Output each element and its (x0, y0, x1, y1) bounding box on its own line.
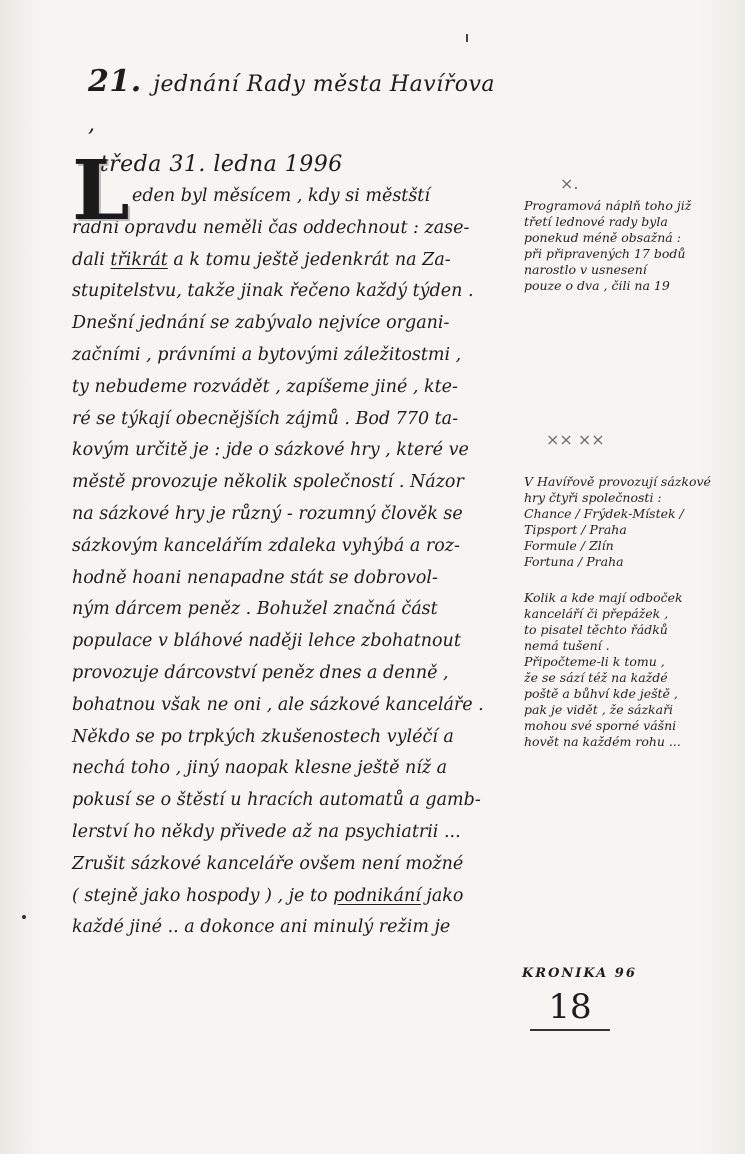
body-line: sázkovým kancelářím zdaleka vyhýbá a roz- (72, 535, 460, 556)
drop-cap: L (72, 143, 130, 239)
body-line: eden byl měsícem , kdy si městští (132, 186, 430, 206)
body-line: na sázkové hry je různý - rozumný člověk se (72, 504, 463, 524)
body-line: dali třikrát a k tomu ještě jedenkrát na Za- (72, 249, 451, 270)
side-note-line: hovět na každém rohu ... (524, 734, 681, 749)
side-note-line: že se sází též na každé (524, 670, 668, 685)
page-number: 18 (530, 987, 610, 1031)
chronicle-page-label (522, 966, 642, 1031)
body-line: kovým určitě je : jde o sázkové hry , které ve (72, 440, 469, 461)
body-line: městě provozuje několik společností . Názor (72, 472, 464, 493)
page-dot-mark (22, 915, 26, 919)
side-note-line: poště a bůhví kde ještě , (524, 686, 678, 701)
body-line: populace v bláhové naději lehce zbohatnout (72, 631, 461, 652)
body-line: ( stejně jako hospody ) , je to podnikání jako (72, 885, 464, 906)
meeting-number: 21. (88, 64, 142, 99)
side-note-line: Tipsport / Praha (524, 522, 627, 537)
body-line: ným dárcem peněz . Bohužel značná část (72, 599, 438, 620)
side-note-line: pak je vidět , že sázkaři (524, 702, 674, 717)
meeting-title: jednání Rady města Havířova , (88, 72, 495, 137)
body-line: radní opravdu neměli čas oddechnout : zase- (72, 217, 470, 238)
body-line: začními , právními a bytovými záležitostmi , (72, 345, 462, 365)
body-line: pokusí se o štěstí u hracích automatů a gamb- (72, 790, 481, 811)
side-note-line: kanceláří či přepážek , (524, 606, 669, 621)
body-line: hodně hoani nenapadne stát se dobrovol- (72, 567, 438, 588)
side-note-line: Kolik a kde mají odboček (524, 590, 683, 605)
side-note-line: hry čtyři společnosti : (524, 490, 662, 505)
side-note-line: Formule / Zlín (524, 538, 614, 553)
body-line: lerství ho někdy přivede až na psychiatrii ... (72, 822, 461, 842)
side-note-line: při připravených 17 bodů (524, 246, 686, 261)
note-marker: ×× ×× (546, 430, 605, 449)
underlined-word: třikrát (110, 249, 168, 270)
page-mark (466, 34, 468, 42)
body-line: nechá toho , jiný naopak klesne ještě níž a (72, 758, 448, 779)
side-note-line: Fortuna / Praha (524, 554, 624, 569)
meeting-date: středa 31. ledna 1996 (88, 152, 343, 177)
body-line: Zrušit sázkové kanceláře ovšem není možné (72, 853, 464, 874)
side-note-line: Programová náplň toho již (524, 198, 692, 213)
body-line: provozuje dárcovství peněz dnes a denně , (72, 663, 449, 683)
side-note-line: nemá tušení . (524, 638, 610, 653)
side-note-line: ponekud méně obsažná : (524, 230, 681, 245)
page-heading (88, 62, 508, 185)
side-note-agenda (524, 198, 724, 294)
side-note-branches (524, 590, 724, 750)
body-line: bohatnou však ne oni , ale sázkové kanceláře . (72, 694, 484, 715)
side-note-line: narostlo v usnesení (524, 262, 647, 277)
note-marker: ×. (560, 174, 579, 193)
side-note-line: Chance / Frýdek-Místek / (524, 506, 684, 521)
body-line: Někdo se po trpkých zkušenostech vyléčí a (72, 726, 454, 747)
side-note-line: třetí lednové rady byla (524, 214, 668, 229)
underlined-word: podnikání (333, 885, 421, 906)
side-note-line: Připočteme-li k tomu , (524, 654, 665, 669)
heading-title (88, 62, 508, 145)
side-note-line: mohou své sporné vášni (524, 718, 677, 733)
body-line: Dnešní jednání se zabývalo nejvíce organi- (72, 313, 450, 334)
body-line: každé jiné .. a dokonce ani minulý režim je (72, 917, 451, 938)
body-line: ty nebudeme rozvádět , zapíšeme jiné , kte- (72, 376, 458, 397)
chronicle-title: KRONIKA 96 (522, 966, 637, 981)
body-line: stupitelstvu, takže jinak řečeno každý týden . (72, 281, 474, 302)
side-note-line: pouze o dva , čili na 19 (524, 278, 670, 293)
body-line: ré se týkají obecnějších zájmů . Bod 770 ta- (72, 408, 459, 429)
side-note-line: V Havířově provozují sázkové (524, 474, 711, 489)
side-note-companies (524, 474, 724, 570)
side-note-line: to pisatel těchto řádků (524, 622, 668, 637)
